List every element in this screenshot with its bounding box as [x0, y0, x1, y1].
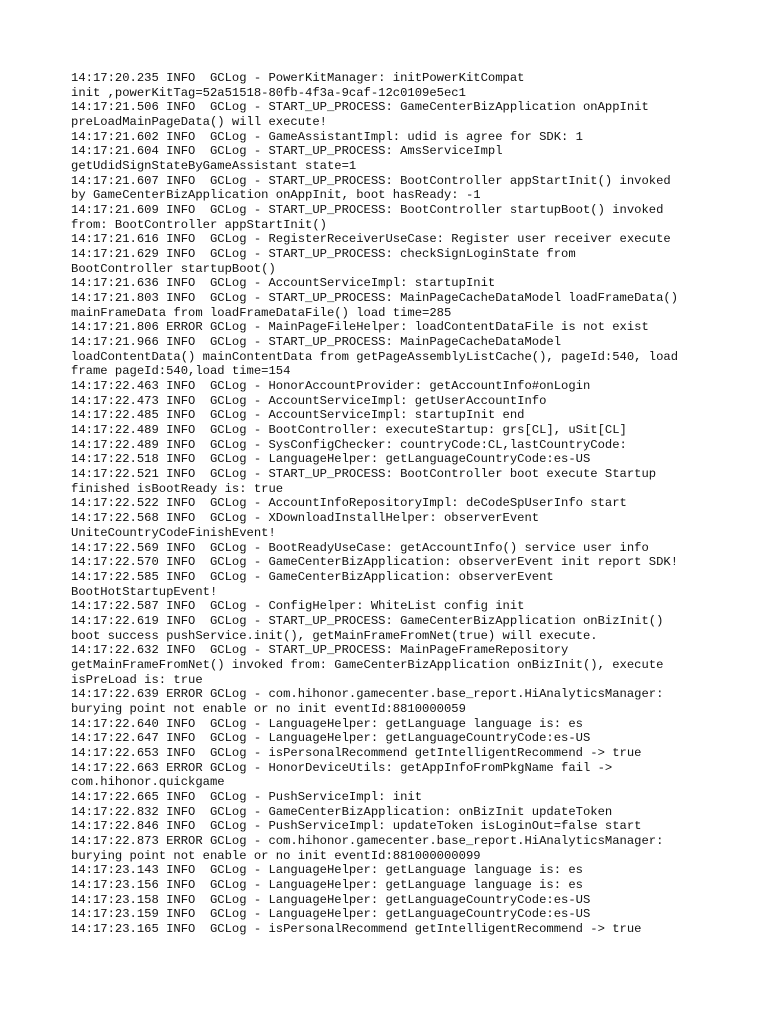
log-line: 14:17:22.473 INFO GCLog - AccountServiceImpl: getUserAccountInfo — [71, 393, 547, 408]
log-line: 14:17:20.235 INFO GCLog - PowerKitManager: initPowerKitCompat — [71, 71, 525, 85]
log-line: burying point not enable or no init eventId:881000000099 — [71, 848, 481, 863]
log-line: 14:17:22.639 ERROR GCLog - com.hihonor.gamecenter.base_report.HiAnalyticsManager: — [71, 687, 664, 702]
log-line: 14:17:21.602 INFO GCLog - GameAssistantImpl: udid is agree for SDK: 1 — [71, 129, 583, 144]
log-line: 14:17:21.629 INFO GCLog - START_UP_PROCESS: checkSignLoginState from — [71, 247, 576, 262]
log-line: 14:17:22.570 INFO GCLog - GameCenterBizApplication: observerEvent init report SDK! — [71, 555, 679, 570]
log-line: BootController startupBoot() — [71, 261, 276, 276]
log-line: 14:17:22.568 INFO GCLog - XDownloadInstallHelper: observerEvent — [71, 511, 540, 526]
log-line: boot success pushService.init(), getMainFrameFromNet(true) will execute. — [71, 628, 598, 643]
log-line: com.hihonor.quickgame — [71, 775, 225, 790]
log-line: 14:17:22.489 INFO GCLog - SysConfigChecker: countryCode:CL,lastCountryCode: — [71, 437, 627, 452]
log-line: 14:17:21.609 INFO GCLog - START_UP_PROCESS: BootController startupBoot() invoked — [71, 203, 664, 218]
log-line: 14:17:22.521 INFO GCLog - START_UP_PROCESS: BootController boot execute Startup — [71, 467, 657, 482]
log-line: mainFrameData from loadFrameDataFile() load time=285 — [71, 305, 452, 320]
log-line: 14:17:22.522 INFO GCLog - AccountInfoRepositoryImpl: deCodeSpUserInfo start — [71, 496, 627, 511]
log-line: init ,powerKitTag=52a51518-80fb-4f3a-9caf-12c0109e5ec1 — [71, 85, 466, 100]
log-line: 14:17:21.604 INFO GCLog - START_UP_PROCESS: AmsServiceImpl — [71, 144, 503, 159]
log-line: 14:17:22.647 INFO GCLog - LanguageHelper: getLanguageCountryCode:es-US — [71, 731, 591, 746]
log-line: 14:17:22.632 INFO GCLog - START_UP_PROCESS: MainPageFrameRepository — [71, 643, 569, 658]
log-line: 14:17:21.966 INFO GCLog - START_UP_PROCESS: MainPageCacheDataModel — [71, 335, 562, 350]
log-line: 14:17:22.846 INFO GCLog - PushServiceImpl: updateToken isLoginOut=false start — [71, 819, 642, 834]
log-line: 14:17:22.569 INFO GCLog - BootReadyUseCase: getAccountInfo() service user info — [71, 540, 649, 555]
log-line: 14:17:22.585 INFO GCLog - GameCenterBizApplication: observerEvent — [71, 569, 554, 584]
log-line: 14:17:22.485 INFO GCLog - AccountServiceImpl: startupInit end — [71, 408, 525, 423]
log-line: 14:17:22.489 INFO GCLog - BootController: executeStartup: grs[CL], uSit[CL] — [71, 423, 627, 438]
log-text-block — [71, 71, 711, 937]
log-line: 14:17:22.665 INFO GCLog - PushServiceImpl: init — [71, 789, 423, 804]
log-line: 14:17:22.653 INFO GCLog - isPersonalRecommend getIntelligentRecommend -> true — [71, 745, 642, 760]
log-line: 14:17:22.518 INFO GCLog - LanguageHelper: getLanguageCountryCode:es-US — [71, 452, 591, 467]
log-line: burying point not enable or no init eventId:8810000059 — [71, 701, 466, 716]
log-line: preLoadMainPageData() will execute! — [71, 115, 327, 130]
log-line: from: BootController appStartInit() — [71, 217, 327, 232]
log-line: 14:17:23.158 INFO GCLog - LanguageHelper: getLanguageCountryCode:es-US — [71, 892, 591, 907]
log-line: 14:17:22.832 INFO GCLog - GameCenterBizApplication: onBizInit updateToken — [71, 804, 613, 819]
log-line: 14:17:22.640 INFO GCLog - LanguageHelper: getLanguage language is: es — [71, 716, 583, 731]
log-line: getUdidSignStateByGameAssistant state=1 — [71, 159, 357, 174]
log-line: 14:17:21.806 ERROR GCLog - MainPageFileHelper: loadContentDataFile is not exist — [71, 320, 649, 335]
log-line: 14:17:21.616 INFO GCLog - RegisterReceiverUseCase: Register user receiver execute — [71, 232, 671, 247]
log-line: 14:17:23.156 INFO GCLog - LanguageHelper: getLanguage language is: es — [71, 877, 583, 892]
log-line: 14:17:22.587 INFO GCLog - ConfigHelper: WhiteList config init — [71, 599, 525, 614]
log-line: 14:17:21.607 INFO GCLog - START_UP_PROCESS: BootController appStartInit() invoked — [71, 173, 671, 188]
log-line: 14:17:23.159 INFO GCLog - LanguageHelper: getLanguageCountryCode:es-US — [71, 907, 591, 922]
log-line: getMainFrameFromNet() invoked from: GameCenterBizApplication onBizInit(), execute — [71, 657, 664, 672]
log-line: 14:17:22.619 INFO GCLog - START_UP_PROCESS: GameCenterBizApplication onBizInit() — [71, 613, 664, 628]
log-line: by GameCenterBizApplication onAppInit, boot hasReady: -1 — [71, 188, 481, 203]
log-line: BootHotStartupEvent! — [71, 584, 218, 599]
log-line: 14:17:21.803 INFO GCLog - START_UP_PROCESS: MainPageCacheDataModel loadFrameData() — [71, 291, 679, 306]
log-line: finished isBootReady is: true — [71, 481, 284, 496]
log-line: 14:17:22.873 ERROR GCLog - com.hihonor.gamecenter.base_report.HiAnalyticsManager: — [71, 833, 664, 848]
log-document — [71, 71, 711, 937]
log-line: 14:17:22.663 ERROR GCLog - HonorDeviceUtils: getAppInfoFromPkgName fail -> — [71, 760, 613, 775]
log-line: loadContentData() mainContentData from getPageAssemblyListCache(), pageId:540, load — [71, 349, 679, 364]
log-line: isPreLoad is: true — [71, 672, 203, 687]
log-line: 14:17:21.636 INFO GCLog - AccountServiceImpl: startupInit — [71, 276, 496, 291]
log-line: 14:17:23.143 INFO GCLog - LanguageHelper: getLanguage language is: es — [71, 863, 583, 878]
log-line: frame pageId:540,load time=154 — [71, 364, 291, 379]
log-line: UniteCountryCodeFinishEvent! — [71, 525, 276, 540]
log-line: 14:17:21.506 INFO GCLog - START_UP_PROCESS: GameCenterBizApplication onAppInit — [71, 100, 649, 115]
log-line: 14:17:22.463 INFO GCLog - HonorAccountProvider: getAccountInfo#onLogin — [71, 379, 591, 394]
log-line: 14:17:23.165 INFO GCLog - isPersonalRecommend getIntelligentRecommend -> true — [71, 921, 642, 936]
